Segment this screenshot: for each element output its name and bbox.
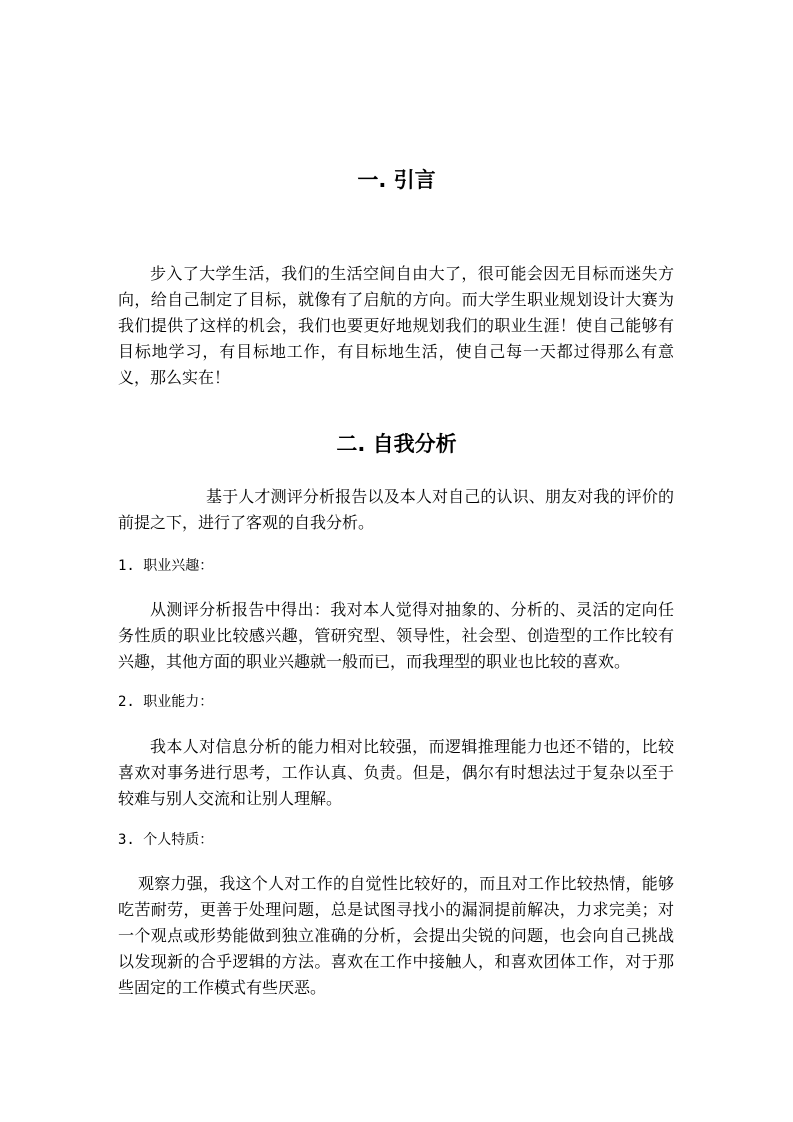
intro-paragraph: 步入了大学生活，我们的生活空间自由大了，很可能会因无目标而迷失方向，给自己制定了目标，就像有了启航的方向。而大学生职业规划设计大赛为我们提供了这样的机会，我们也要更好地规划我们的职业生涯！使自己能够有目标地学习，有目标地工作，有目标地生活，使自己每一天都过得那么有意义，那么实在！ [118, 264, 674, 387]
self-analysis-intro-paragraph: 基于人才测评分析报告以及本人对自己的认识、朋友对我的评价的前提之下，进行了客观的自我分析。 [118, 487, 674, 532]
subheading-personal-traits: 3. 个人特质： [118, 832, 214, 848]
career-ability-paragraph: 我本人对信息分析的能力相对比较强，而逻辑推理能力也还不错的，比较喜欢对事务进行思考，工作认真、负责。但是，偶尔有时想法过于复杂以至于较难与别人交流和让别人理解。 [118, 737, 674, 808]
section-heading-intro: 一. 引言 [357, 168, 436, 192]
section-heading-self-analysis: 二. 自我分析 [336, 432, 457, 456]
career-interest-paragraph: 从测评分析报告中得出：我对本人觉得对抽象的、分析的、灵活的定向任务性质的职业比较感兴趣，管研究型、领导性，社会型、创造型的工作比较有兴趣，其他方面的职业兴趣就一般而已，而我理型的职业也比较的喜欢。 [118, 600, 674, 671]
subheading-career-interest: 1. 职业兴趣： [118, 558, 214, 574]
subheading-career-ability: 2. 职业能力： [118, 694, 214, 710]
personal-traits-paragraph: 观察力强，我这个人对工作的自觉性比较好的，而且对工作比较热情，能够吃苦耐劳，更善于处理问题，总是试图寻找小的漏洞提前解决，力求完美；对一个观点或形势能做到独立准确的分析，会提出尖锐的问题，也会向自己挑战以发现新的合乎逻辑的方法。喜欢在工作中接触人，和喜欢团体工作，对于那些固定的工作模式有些厌恶。 [118, 874, 674, 997]
